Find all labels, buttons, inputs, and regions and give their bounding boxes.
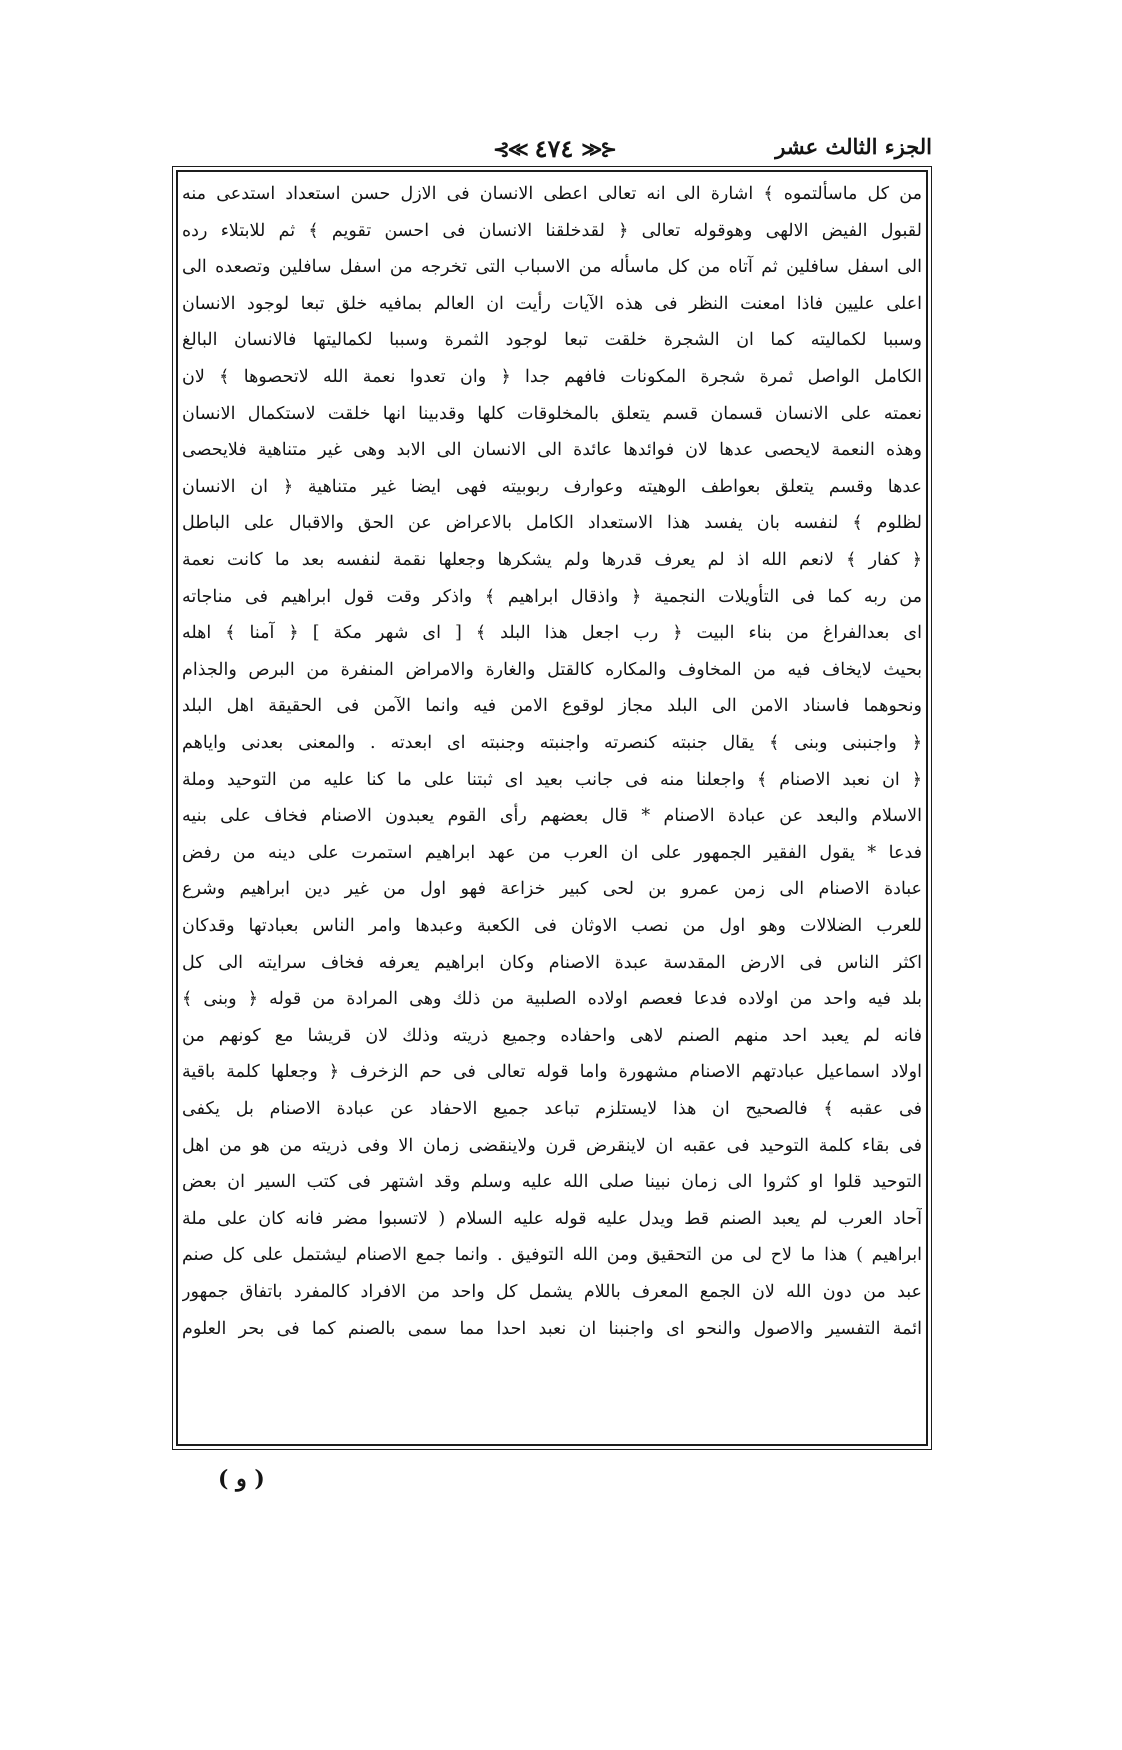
- text-line: عبادة الاصنام الى زمن عمرو بن لحى كبير خزاعة فهو اول من غير دين ابراهيم وشرع: [182, 879, 922, 900]
- text-line: اى بعدالفراغ من بناء البيت ﴿ رب اجعل هذا البلد ﴾ [ اى شهر مكة ] ﴿ آمنا ﴾ اهله: [182, 623, 922, 644]
- page-number: ٤٧٤: [534, 134, 574, 163]
- text-line: عبد من دون الله لان الجمع المعرف باللام يشمل كل واحد من الافراد كالمفرد باتفاق جمهور: [182, 1282, 922, 1302]
- text-line: من كل ماسألتموه ﴾ اشارة الى انه تعالى اعطى الانسان فى الازل حسن استعداد استدعى منه: [182, 184, 922, 204]
- right-ornament-icon: ≫⊱: [581, 136, 616, 161]
- text-line: لقبول الفيض الالهى وهوقوله تعالى ﴿ لقدخلقنا الانسان فى احسن تقويم ﴾ ثم للابتلاء رده: [182, 220, 922, 241]
- text-line: ابراهيم ) هذا ما لاح لى من التحقيق ومن الله التوفيق . وانما جمع الاصنام ليشتمل على كل صنم: [182, 1245, 922, 1266]
- text-line: ونحوهما فاسناد الامن الى البلد مجاز لوقوع الامن فيه وانما الآمن فى الحقيقة اهل البلد: [182, 696, 922, 717]
- text-line: الاسلام والبعد عن عبادة الاصنام * قال بعضهم رأى القوم يعبدون الاصنام فخاف على بنيه: [182, 806, 922, 827]
- text-line: ﴿ كفار ﴾ لانعم الله اذ لم يعرف قدرها ولم يشكرها وجعلها نقمة لنفسه بعد ما كانت نعمة: [182, 550, 922, 570]
- text-line: اكثر الناس فى الارض المقدسة عبدة الاصنام وكان ابراهيم يعرفه فخاف سرايته الى كل: [182, 952, 922, 973]
- text-line: ﴿ واجنبنى وبنى ﴾ يقال جنبته كنصرته واجنبته وجنبته اى ابعدته . والمعنى بعدنى واياهم: [182, 733, 922, 753]
- text-line: وسببا لكماليته كما ان الشجرة خلقت تبعا لوجود الثمرة وسببا لكماليتها فالانسان البالغ: [182, 330, 922, 351]
- text-line: ائمة التفسير والاصول والنحو اى واجنبنا ان نعبد احدا مما سمى بالصنم كما فى بحر العلوم: [182, 1318, 922, 1339]
- text-line: نعمته على الانسان قسمان قسم يتعلق بالمخلوقات كلها وقدبينا انها خلقت لاستكمال الانسان: [182, 403, 922, 424]
- text-line: فى عقبه ﴾ فالصحيح ان هذا لايستلزم تباعد جميع الاحفاد عن عبادة الاصنام بل يكفى: [182, 1099, 922, 1119]
- text-line: فى بقاء كلمة التوحيد فى عقبه ان لاينقرض قرن ولاينقضى زمان الا وفى ذريته من هو من اهل: [182, 1135, 922, 1156]
- text-line: فدعا * يقول الفقير الجمهور على ان العرب من عهد ابراهيم استمرت على دينه من رفض: [182, 842, 922, 863]
- text-line: بحيث لايخاف فيه من المخاوف والمكاره كالقتل والغارة والامراض المنفرة من البرص والجذام: [182, 659, 922, 680]
- text-line: للعرب الضلالات وهو اول من نصب الاوثان فى الكعبة وعبدها وامر الناس بعبادتها وقدكان: [182, 916, 922, 936]
- text-line: من ربه كما فى التأويلات النجمية ﴿ واذقال ابراهيم ﴾ واذكر وقت قول ابراهيم فى مناجاته: [182, 586, 922, 607]
- text-line: بلد فيه واحد من اولاده فدعا فعصم اولاده الصلبية من ذلك وهى المرادة من قوله ﴿ وبنى ﴾: [182, 989, 922, 1010]
- text-line: التوحيد قلوا او كثروا الى زمان نبينا صلى الله عليه وسلم وقد اشتهر فى كتب السير ان بعض: [182, 1172, 922, 1193]
- signature-mark: ( و ): [218, 1466, 265, 1492]
- page-header: [176, 134, 932, 170]
- text-line: لظلوم ﴾ لنفسه بان يفسد هذا الاستعداد الكامل بالاعراض عن الحق والاقبال على الباطل: [182, 513, 922, 534]
- text-line: اولاد اسماعيل عبادتهم الاصنام مشهورة واما قوله تعالى فى حم الزخرف ﴿ وجعلها كلمة باقية: [182, 1062, 922, 1083]
- text-body: [182, 172, 922, 1750]
- text-line: عدها وقسم يتعلق بعواطف الوهيته وعوارف ربوبيته فهى ايضا غير متناهية ﴿ ان الانسان: [182, 476, 922, 497]
- page-number-group: [493, 134, 615, 163]
- running-title: الجزء الثالث عشر: [775, 134, 932, 159]
- text-line: آحاد العرب لم يعبد الصنم قط ويدل عليه قوله عليه السلام ( لاتسبوا مضر فانه كان على ملة: [182, 1208, 922, 1229]
- text-line: اعلى عليين فاذا امعنت النظر فى هذه الآيات رأيت ان العالم بمافيه خلق تبعا لوجود الانسان: [182, 293, 922, 314]
- text-line: وهذه النعمة لايحصى عدها لان فوائدها عائدة الى الانسان الى الابد وهى غير متناهية فلايحصى: [182, 440, 922, 461]
- text-line: ﴿ ان نعبد الاصنام ﴾ واجعلنا منه فى جانب بعيد اى ثبتنا على ما كنا عليه من التوحيد وملة: [182, 769, 922, 790]
- text-line: فانه لم يعبد احد منهم الصنم لاهى واحفاده وجميع ذريته وذلك لان قريشا مع كونهم من: [182, 1025, 922, 1046]
- text-line: الكامل الواصل ثمرة شجرة المكونات فافهم جدا ﴿ وان تعدوا نعمة الله لاتحصوها ﴾ لان: [182, 367, 922, 387]
- text-line: الى اسفل سافلين ثم آتاه من كل ماسأله من الاسباب التى تخرجه من اسفل سافلين وتصعده الى: [182, 257, 922, 278]
- left-ornament-icon: ⊰≪: [492, 136, 527, 161]
